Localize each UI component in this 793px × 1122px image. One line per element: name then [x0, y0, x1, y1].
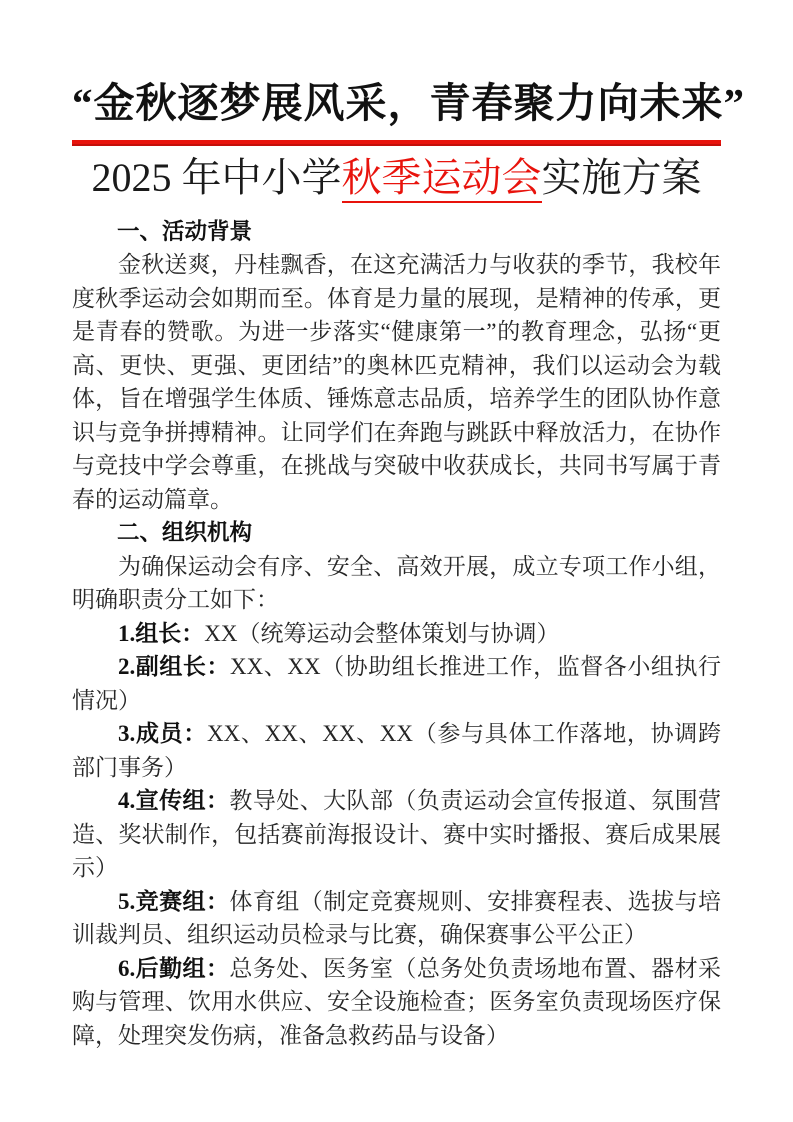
background-paragraph: 金秋送爽，丹桂飘香，在这充满活力与收获的季节，我校年度秋季运动会如期而至。体育是力量的展现，是精神的传承，更是青春的赞歌。为进一步落实“健康第一”的教育理念，弘扬“更高、更快、更强、更团结”的奥林匹克精神，我们以运动会为载体，旨在增强学生体质、锤炼意志品质，培养学生的团队协作意识与竞争拼搏精神。让同学们在奔跑与跳跃中释放活力，在协作与竞技中学会尊重，在挑战与突破中收获成长，共同书写属于青春的运动篇章。 — [72, 252, 721, 512]
list-item-publicity-group — [72, 784, 721, 885]
item-text: XX、XX、XX、XX（参与具体工作落地，协调跨部门事务） — [72, 721, 721, 780]
item-text: XX（统筹运动会整体策划与协调） — [204, 620, 560, 646]
item-text: 总务处、医务室（总务处负责场地布置、器材采购与管理、饮用水供应、安全设施检查；医务室负责现场医疗保障，处理突发伤病，准备急救药品与设备） — [72, 955, 722, 1048]
title-highlight-underlined: 秋季运动会 — [342, 155, 542, 203]
item-text: 教导处、大队部（负责运动会宣传报道、氛围营造、奖状制作，包括赛前海报设计、赛中实时播报、赛后成果展示） — [72, 788, 722, 881]
section-heading-organization: 二、组织机构 — [117, 520, 253, 546]
title-prefix: 2025 年中小学 — [91, 154, 342, 200]
item-label: 1.组长： — [118, 620, 205, 646]
list-item-deputy-leader — [72, 650, 721, 717]
section-heading-background: 一、活动背景 — [117, 218, 253, 244]
list-item-competition-group — [72, 885, 721, 952]
item-text: XX、XX（协助组长推进工作，监督各小组执行情况） — [72, 654, 721, 713]
item-label: 5.竞赛组： — [118, 888, 230, 914]
item-label: 6.后勤组： — [118, 955, 230, 981]
item-label: 3.成员： — [118, 721, 208, 747]
item-text: 体育组（制定竞赛规则、安排赛程表、选拔与培训裁判员、组织运动员检录与比赛，确保赛事公平公正） — [72, 888, 722, 948]
document-body — [72, 215, 721, 1053]
document-title — [72, 149, 721, 207]
organization-intro-paragraph: 为确保运动会有序、安全、高效开展，成立专项工作小组，明确职责分工如下： — [72, 553, 721, 613]
calligraphy-slogan: “金秋逐梦展风采，青春聚力向未来” — [72, 80, 745, 126]
list-item-leader — [72, 617, 721, 651]
item-label: 2.副组长： — [118, 654, 231, 680]
list-item-logistics-group — [72, 952, 721, 1053]
title-suffix: 实施方案 — [541, 154, 702, 200]
red-double-rule — [72, 140, 721, 146]
list-item-members — [72, 717, 721, 784]
item-label: 4.宣传组： — [118, 788, 230, 814]
